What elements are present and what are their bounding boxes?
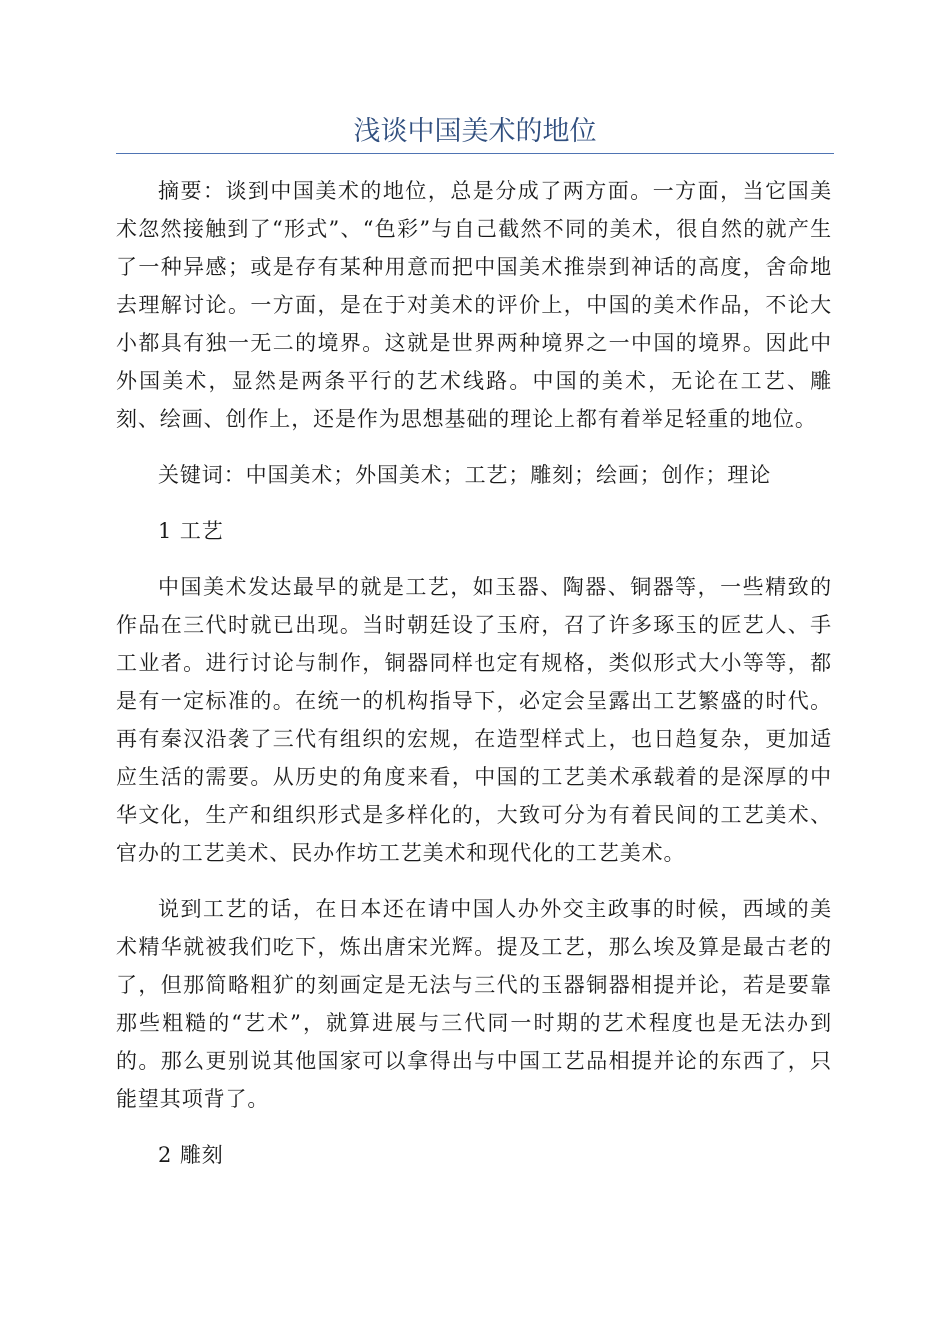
abstract-paragraph: 摘要：谈到中国美术的地位，总是分成了两方面。一方面，当它国美术忽然接触到了“形式”、“色彩”与自己截然不同的美术，很自然的就产生了一种异感；或是存有某种用意而把中国美术推崇到神话的高度，舍命地去理解讨论。一方面，是在于对美术的评价上，中国的美术作品，不论大小都具有独一无二的境界。这就是世界两种境界之一中国的境界。因此中外国美术，显然是两条平行的艺术线路。中国的美术，无论在工艺、雕刻、绘画、创作上，还是作为思想基础的理论上都有着举足轻重的地位。 [116,179,832,431]
title-underline [116,153,834,154]
document-title: 浅谈中国美术的地位 [353,116,597,147]
section-heading-sculpture: 2 雕刻 [158,1143,224,1167]
crafts-paragraph-2: 说到工艺的话，在日本还在请中国人办外交主政事的时候，西域的美术精华就被我们吃下，炼出唐宋光辉。提及工艺，那么埃及算是最古老的了，但那简略粗犷的刻画定是无法与三代的玉器铜器相提并论，若是要靠那些粗糙的“艺术”，就算进展与三代同一时期的艺术程度也是无法办到的。那么更别说其他国家可以拿得出与中国工艺品相提并论的东西了，只能望其项背了。 [116,897,832,1111]
crafts-paragraph-1: 中国美术发达最早的就是工艺，如玉器、陶器、铜器等，一些精致的作品在三代时就已出现。当时朝廷设了玉府，召了许多琢玉的匠艺人、手工业者。进行讨论与制作，铜器同样也定有规格，类似形式大小等等，都是有一定标准的。在统一的机构指导下，必定会呈露出工艺繁盛的时代。再有秦汉沿袭了三代有组织的宏规，在造型样式上，也日趋复杂，更加适应生活的需要。从历史的角度来看，中国的工艺美术承载着的是深厚的中华文化，生产和组织形式是多样化的，大致可分为有着民间的工艺美术、官办的工艺美术、民办作坊工艺美术和现代化的工艺美术。 [116,575,832,865]
section-heading-crafts: 1 工艺 [158,519,224,543]
keywords-paragraph: 关键词：中国美术；外国美术；工艺；雕刻；绘画；创作；理论 [158,463,772,487]
document-body [116,172,832,1192]
